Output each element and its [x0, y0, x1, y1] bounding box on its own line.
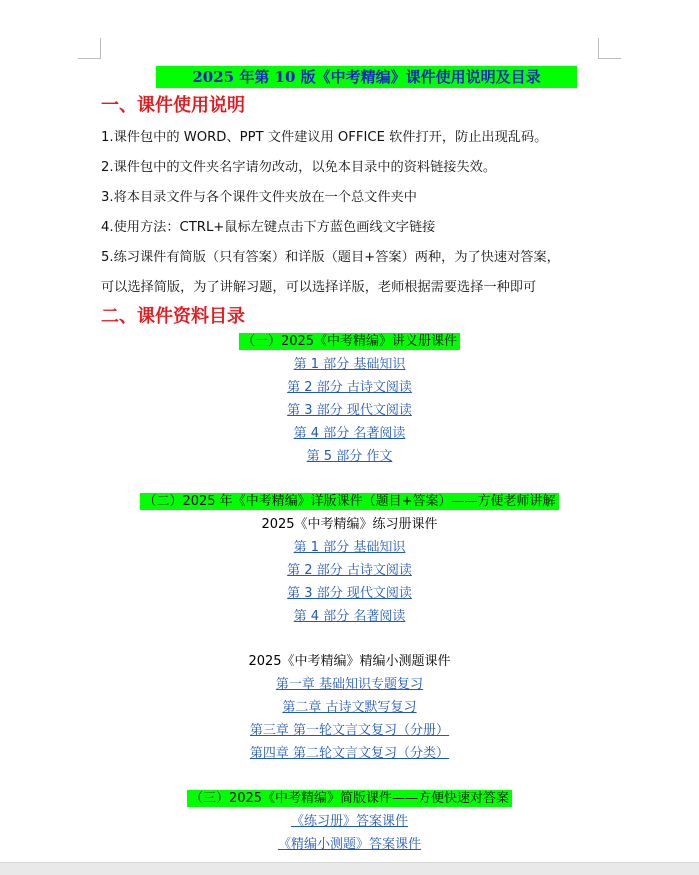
window-bottom-bar	[0, 862, 699, 875]
section-heading-catalog: 二、课件资料目录	[101, 306, 245, 327]
link-quiz-chapter-4[interactable]: 第四章 第二轮文言文复习（分类）	[249, 746, 450, 761]
instruction-line: 可以选择简版，为了讲解习题，可以选择详版，老师根据需要选择一种即可	[101, 280, 537, 295]
link-row	[0, 378, 699, 398]
crop-mark-top-right	[598, 38, 621, 59]
link-lecture-part-5[interactable]: 第 5 部分 作文	[306, 449, 393, 464]
section-heading-instructions: 一、课件使用说明	[101, 95, 245, 116]
link-lecture-part-4[interactable]: 第 4 部分 名著阅读	[293, 426, 406, 441]
group-heading-text: （一）2025《中考精编》讲义册课件	[239, 333, 460, 350]
document-title: 2025 年第 10 版《中考精编》课件使用说明及目录	[156, 66, 577, 88]
link-workbook-part-1[interactable]: 第 1 部分 基础知识	[293, 540, 406, 555]
link-quiz-chapter-2[interactable]: 第二章 古诗文默写复习	[282, 700, 417, 715]
subgroup-title-workbook: 2025《中考精编》练习册课件	[261, 517, 438, 532]
link-row	[0, 355, 699, 375]
link-row	[0, 744, 699, 764]
link-lecture-part-1[interactable]: 第 1 部分 基础知识	[293, 357, 406, 372]
link-row	[0, 835, 699, 855]
link-workbook-part-4[interactable]: 第 4 部分 名著阅读	[293, 609, 406, 624]
group-heading-detailed	[0, 492, 699, 512]
instruction-line: 5.练习课件有简版（只有答案）和详版（题目+答案）两种，为了快速对答案，	[101, 250, 560, 265]
group-heading-text: （二）2025 年《中考精编》详版课件（题目+答案）——方便老师讲解	[140, 493, 558, 510]
link-row	[0, 424, 699, 444]
instruction-line: 1.课件包中的 WORD、PPT 文件建议用 OFFICE 软件打开，防止出现乱码。	[101, 130, 548, 145]
link-workbook-part-2[interactable]: 第 2 部分 古诗文阅读	[287, 563, 412, 578]
link-row	[0, 401, 699, 421]
instruction-line: 2.课件包中的文件夹名字请勿改动，以免本目录中的资料链接失效。	[101, 160, 497, 175]
link-lecture-part-2[interactable]: 第 2 部分 古诗文阅读	[287, 380, 412, 395]
link-workbook-part-3[interactable]: 第 3 部分 现代文阅读	[287, 586, 412, 601]
instruction-line: 4.使用方法：CTRL+鼠标左键点击下方蓝色画线文字链接	[101, 220, 436, 235]
link-row	[0, 675, 699, 695]
crop-mark-top-left	[78, 38, 101, 59]
link-row	[0, 721, 699, 741]
link-answers-quiz[interactable]: 《精编小测题》答案课件	[277, 837, 421, 852]
link-row	[0, 812, 699, 832]
link-quiz-chapter-1[interactable]: 第一章 基础知识专题复习	[275, 677, 424, 692]
link-row	[0, 447, 699, 467]
group-heading-lecture	[0, 332, 699, 352]
group-heading-text: （三）2025《中考精编》简版课件——方便快速对答案	[187, 790, 512, 807]
link-row	[0, 561, 699, 581]
link-row	[0, 538, 699, 558]
link-row	[0, 584, 699, 604]
link-row	[0, 698, 699, 718]
instruction-line: 3.将本目录文件与各个课件文件夹放在一个总文件夹中	[101, 190, 417, 205]
link-answers-workbook[interactable]: 《练习册》答案课件	[290, 814, 408, 829]
group-heading-brief	[0, 789, 699, 809]
link-row	[0, 607, 699, 627]
link-quiz-chapter-3[interactable]: 第三章 第一轮文言文复习（分册）	[249, 723, 450, 738]
link-lecture-part-3[interactable]: 第 3 部分 现代文阅读	[287, 403, 412, 418]
subgroup-title-quiz: 2025《中考精编》精编小测题课件	[248, 654, 451, 669]
